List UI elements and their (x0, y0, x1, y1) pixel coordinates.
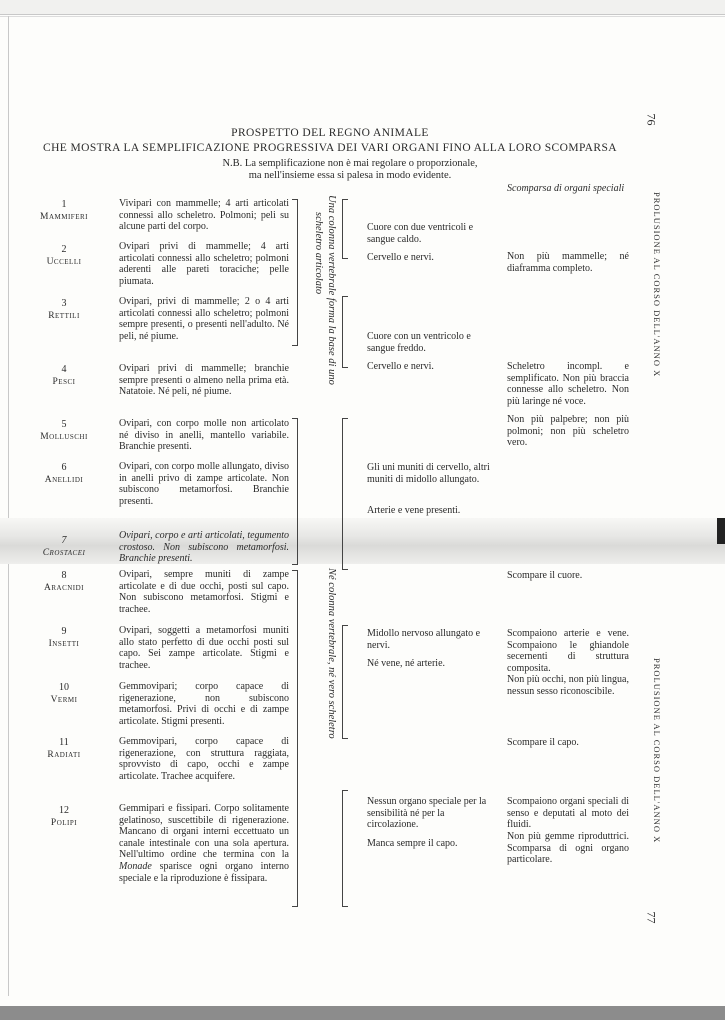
top-rule (0, 16, 725, 17)
brace-organs-2 (342, 296, 348, 368)
class-number: 2 (61, 244, 67, 255)
class-description: Ovipari privi di mammelle; 4 arti articolati connessi allo scheletro; polmoni aderenti alle pareti toraciche; pelle piumata. (119, 241, 289, 287)
class-number: 8 (61, 570, 67, 581)
class-description: Ovipari, privi di mammelle; 2 o 4 arti articolati connessi allo scheletro; polmoni sempre presenti, o presenti nell'adulto. Né peli, né piume. (119, 296, 289, 342)
brace-organs-5 (342, 790, 348, 907)
disappearance-text: Non più occhi, non più lingua, nessun sesso riconoscibile. (507, 674, 629, 697)
disappearance-text: Scompaiono arterie e vene. Scompaiono le ghiandole secernenti di struttura composita. (507, 628, 629, 674)
italic-term: Monade (119, 860, 152, 872)
organ-text: Nessun organo speciale per la sensibilità né per la circolazione. (367, 796, 487, 831)
organ-text: Gli uni muniti di cervello, altri muniti di midollo allungato. (367, 462, 490, 485)
class-name: Uccelli (46, 257, 82, 267)
organ-text: Cuore con un ventricolo e sangue freddo. (367, 331, 471, 354)
brace-invertebrates-2 (292, 570, 298, 907)
class-label (22, 535, 106, 559)
organ-text: Né vene, né arterie. (367, 658, 446, 669)
class-description: Ovipari, soggetti a metamorfosi muniti allo stato perfetto di due occhi posti sul capo. Sei zampe articolate. Stigmi e trachee. (119, 625, 289, 671)
class-number: 7 (61, 535, 67, 546)
running-head-lower: PROLUSIONE AL CORSO DELL'ANNO X (652, 658, 662, 844)
class-number: 1 (61, 199, 67, 210)
note-line-1: N.B. La semplificazione non è mai regolare o proporzionale, (222, 158, 478, 169)
class-description: Ovipari, con corpo molle non articolato né diviso in anelli, mantello variabile. Branchie presenti. (119, 418, 289, 453)
class-number: 3 (61, 298, 67, 309)
title-line-1: PROSPETTO DEL REGNO ANIMALE (231, 127, 429, 139)
invertebrate-label: Né colonna vertebrale, né vero scheletro (326, 568, 337, 739)
class-name: Vermi (50, 695, 78, 705)
vertebrate-label-line-1: Una colonna vertebrale forma la base di uno (326, 195, 337, 385)
brace-invertebrates-1 (292, 418, 298, 565)
class-description: Gemmovipari; corpo capace di rigenerazione, non subiscono metamorfosi. Privi di occhi e di zampe articolate. Stigmi presenti. (119, 681, 289, 727)
class-description: Ovipari, corpo e arti articolati, tegumento crostoso. Non subiscono metamorfosi. Branchie presenti. (119, 530, 289, 565)
class-number: 5 (61, 419, 67, 430)
bottom-edge (0, 1006, 725, 1020)
title-line-2: CHE MOSTRA LA SEMPLIFICAZIONE PROGRESSIVA DEI VARI ORGANI FINO ALLA LORO SCOMPARSA (43, 142, 617, 154)
class-name: Rettili (48, 311, 80, 321)
class-name: Aracnidi (43, 583, 85, 593)
class-label (22, 462, 106, 486)
class-label (22, 682, 106, 706)
organ-text: Cuore con due ventricoli e sangue caldo. (367, 222, 474, 245)
note-line-2: ma nell'insieme essa si palesa in modo evidente. (248, 170, 452, 181)
class-label (22, 626, 106, 650)
class-label (22, 199, 106, 223)
disappearance-text: Non più mammelle; né diaframma completo. (507, 251, 629, 274)
disappearance-text: Non più palpebre; non più polmoni; non più scheletro vero. (507, 414, 629, 449)
disappearance-text: Scompaiono organi speciali di senso e deputati al moto dei fluidi. (507, 796, 629, 831)
disappearance-text: Non più gemme riproduttrici. Scomparsa di ogni organo particolare. (507, 831, 629, 866)
disappearance-text: Scompare il capo. (507, 737, 579, 748)
vertebrate-label-line-2: scheletro articolato (313, 212, 324, 295)
class-name: Polipi (50, 818, 78, 828)
class-number: 9 (61, 626, 67, 637)
column-header-disappearance: Scomparsa di organi speciali (507, 183, 625, 194)
brace-organs-1 (342, 199, 348, 259)
class-description: Gemmovipari, corpo capace di rigenerazione, con struttura raggiata, sprovvisto di capo, occhi e zampe articolate. Trachee acquifere. (119, 736, 289, 782)
class-name: Crostacei (42, 548, 86, 558)
class-description: Ovipari, sempre muniti di zampe articolate e di due occhi, posti sul capo. Non subiscono metamorfosi. Stigmi e trachee. (119, 569, 289, 615)
class-name: Molluschi (40, 432, 88, 442)
organ-text: Cervello e nervi. (367, 252, 434, 263)
brace-organs-3 (342, 418, 348, 570)
class-label (22, 737, 106, 761)
class-name: Radiati (47, 750, 81, 760)
class-number: 4 (61, 364, 67, 375)
class-name: Pesci (52, 377, 76, 387)
class-number: 11 (59, 737, 69, 748)
left-margin-rule (8, 16, 9, 996)
disappearance-text: Scheletro incompl. e semplificato. Non più braccia connesse allo scheletro. Non più laringe né voce. (507, 361, 629, 407)
class-number: 12 (59, 805, 69, 816)
class-description: Ovipari, con corpo molle allungato, diviso in anelli privo di zampe articolate. Non subiscono metamorfosi. Branchie presenti. (119, 461, 289, 507)
brace-organs-4 (342, 625, 348, 739)
class-label (22, 419, 106, 443)
class-label (22, 244, 106, 268)
class-description: Ovipari privi di mammelle; branchie sempre presenti o almeno nella prima età. Natatoie. Né peli, né piume. (119, 363, 289, 398)
top-edge (0, 0, 725, 15)
class-label (22, 805, 106, 829)
class-number: 6 (61, 462, 67, 473)
class-name: Insetti (48, 639, 80, 649)
running-head-upper: PROLUSIONE AL CORSO DELL'ANNO X (652, 192, 662, 378)
page-fold-shadow (0, 518, 725, 564)
organ-text: Cervello e nervi. (367, 361, 434, 372)
organ-text: Manca sempre il capo. (367, 838, 458, 849)
disappearance-text: Scompare il cuore. (507, 570, 583, 581)
class-number: 10 (59, 682, 69, 693)
class-name: Anellidi (44, 475, 84, 485)
page-number-top: 76 (644, 113, 659, 126)
page-number-bottom: 77 (644, 911, 659, 924)
page-tab-marker (717, 518, 725, 544)
class-label (22, 298, 106, 322)
class-description: Vivipari con mammelle; 4 arti articolati connessi allo scheletro. Polmoni; peli su alcune parti del corpo. (119, 198, 289, 233)
class-name: Mammiferi (40, 212, 88, 222)
class-label (22, 570, 106, 594)
organ-text: Midollo nervoso allungato e nervi. (367, 628, 481, 651)
class-label (22, 364, 106, 388)
brace-vertebrates (292, 199, 298, 346)
class-description: Gemmipari e fissipari. Corpo solitamente gelatinoso, suscettibile di rigenerazione. Mancano di organi interni eccettuato un canale intestinale con una sola apertura. Nell'ultimo ordine che termina con la Monade sparisce ogni organo interno speciale e la riproduzione è fissipara. (119, 803, 289, 884)
organ-text: Arterie e vene presenti. (367, 505, 461, 516)
